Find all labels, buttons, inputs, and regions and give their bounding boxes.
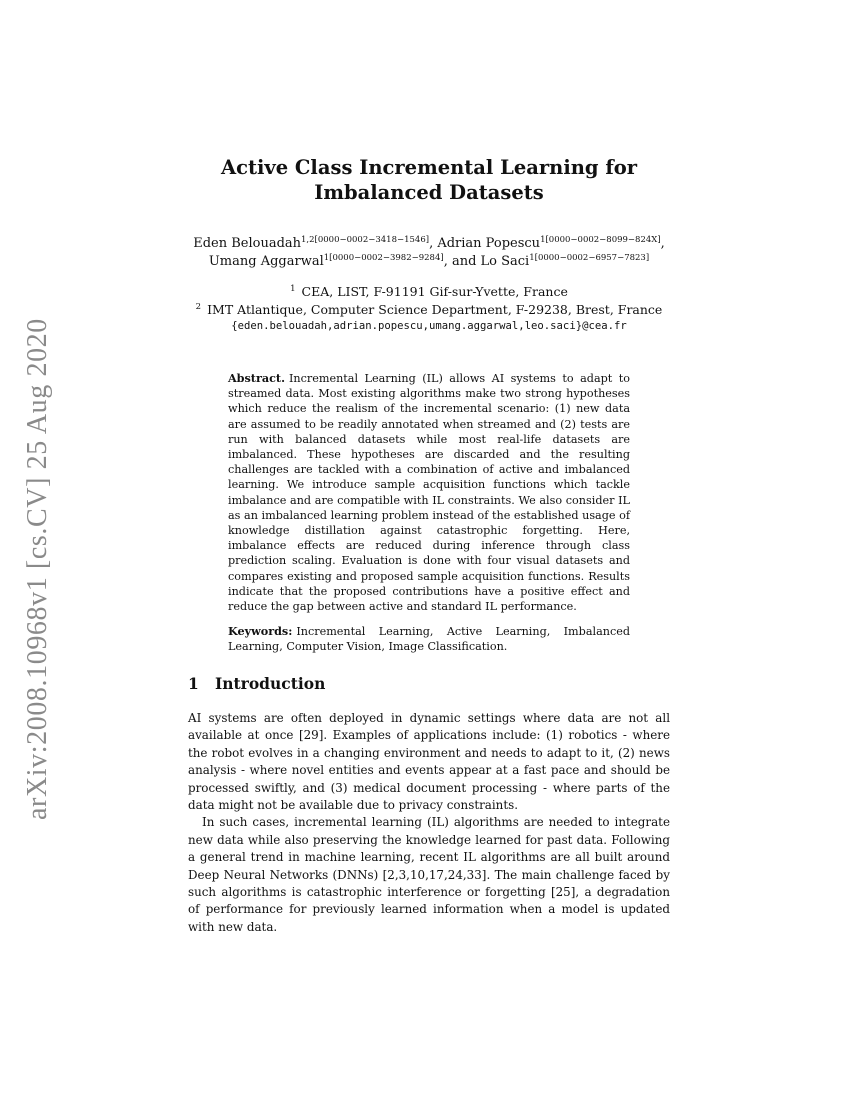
author-separator: , and: [443, 254, 481, 269]
introduction-paragraph-1: AI systems are often deployed in dynamic settings where data are not all available at once [29]. Examples of applications include: (1) robotics - where the robot evolves in a changing environment and needs to adapt to it, (2) news analysis - where novel entities and events appear at a fast pace and should be processed swiftly, and (3) medical document processing - where parts of the data might not be available due to privacy constraints.: [188, 711, 670, 813]
keywords-text: Incremental Learning, Active Learning, Imbalanced Learning, Computer Vision, Image Classification.: [228, 625, 630, 654]
author-name: Lo Saci: [480, 254, 530, 269]
affiliation-2: [188, 301, 670, 319]
affiliation-text: IMT Atlantique, Computer Science Department, F-29238, Brest, France: [207, 301, 663, 317]
author-affiliation-orcid: 1[0000−0002−6957−7823]: [529, 253, 650, 263]
paper-title-line-1: Active Class Incremental Learning for: [220, 156, 638, 179]
keywords-label: Keywords:: [228, 624, 293, 639]
section-number: 1: [188, 674, 199, 693]
author-affiliation-orcid: 1,2[0000−0002−3418−1546]: [301, 235, 430, 245]
section-title: Introduction: [215, 674, 326, 693]
author-list: [188, 235, 670, 271]
author-line-1: [188, 235, 670, 253]
affiliation-text: CEA, LIST, F-91191 Gif-sur-Yvette, France: [301, 284, 568, 299]
abstract-paragraph: [228, 371, 630, 614]
affiliation-number: 1: [290, 284, 296, 294]
author-affiliation-orcid: 1[0000−0002−3982−9284]: [323, 253, 444, 263]
paper-title-line-2: Imbalanced Datasets: [314, 181, 544, 204]
introduction-body: [188, 710, 670, 936]
author-separator: ,: [429, 236, 438, 251]
author-emails: {eden.belouadah,adrian.popescu,umang.aggarwal,leo.saci}@cea.fr: [231, 320, 627, 332]
abstract-block: [228, 371, 630, 655]
author-name: Eden Belouadah: [193, 236, 302, 251]
section-heading-introduction: [188, 674, 670, 693]
abstract-label: Abstract.: [228, 371, 285, 385]
author-affiliation-orcid: 1[0000−0002−8099−824X]: [540, 235, 661, 245]
abstract-text: Incremental Learning (IL) allows AI systems to adapt to streamed data. Most existing algorithms make two strong hypotheses which reduce the realism of the incremental scenario: (1) new data are assumed to be readily annotated when streamed and (2) tests are run with balanced datasets while most real-life datasets are imbalanced. These hypotheses are discarded and the resulting challenges are tackled with a combination of active and imbalanced learning. We introduce sample acquisition functions which tackle imbalance and are compatible with IL constraints. We also consider IL as an imbalanced learning problem instead of the established usage of knowledge distillation against catastrophic forgetting. Here, imbalance effects are reduced during inference through class prediction scaling. Evaluation is done with four visual datasets and compares existing and proposed sample acquisition functions. Results indicate that the proposed contributions have a positive effect and reduce the gap between active and standard IL performance.: [228, 372, 630, 614]
affiliation-block: [188, 283, 670, 336]
affiliation-1: [188, 283, 670, 301]
keywords-paragraph: [228, 624, 630, 654]
arxiv-identifier-stamp: arXiv:2008.10968v1 [cs.CV] 25 Aug 2020: [22, 318, 53, 820]
affiliation-number: 2: [195, 301, 202, 312]
author-line-2: [188, 253, 670, 271]
author-name: Adrian Popescu: [437, 236, 541, 251]
author-name: Umang Aggarwal: [208, 254, 324, 269]
author-separator: ,: [660, 236, 665, 251]
introduction-paragraph-2: In such cases, incremental learning (IL) algorithms are needed to integrate new data while also preserving the knowledge learned for past data. Following a general trend in machine learning, recent IL algorithms are all built around Deep Neural Networks (DNNs) [2,3,10,17,24,33]. The main challenge faced by such algorithms is catastrophic interference or forgetting [25], a degradation of performance for previously learned information when a model is updated with new data.: [188, 815, 670, 934]
paper-title: [188, 155, 670, 205]
